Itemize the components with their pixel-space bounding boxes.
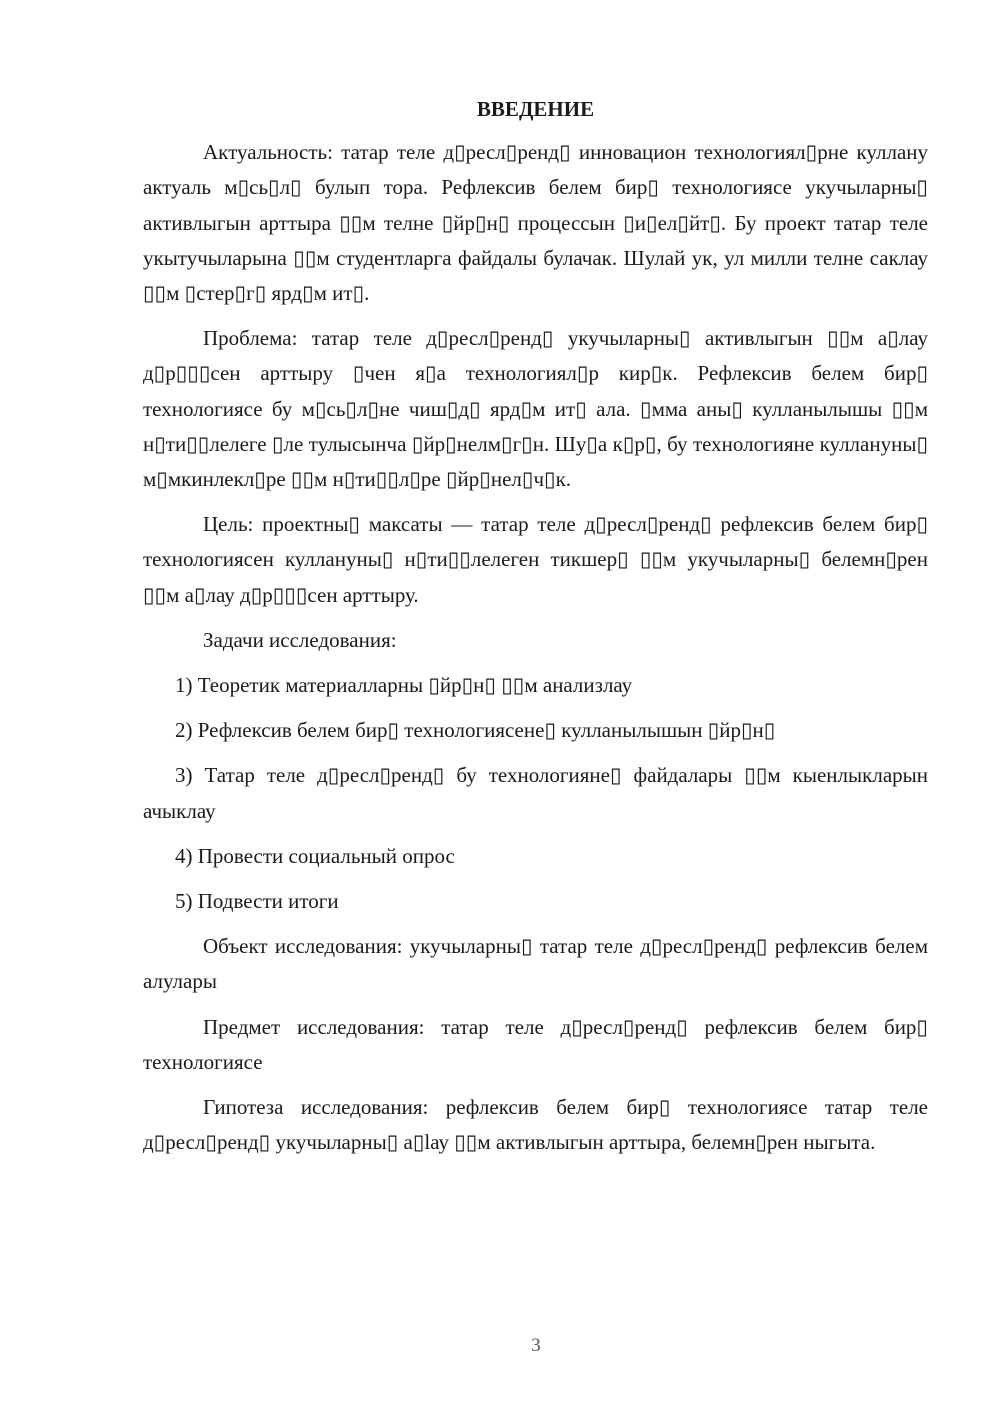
relevance-paragraph: Актуальность: татар теле д▯ресл▯ренд▯ инновацион технологиял▯рне куллану актуаль м▯сь▯л▯ булып тора. Рефлексив белем бир▯ технологиясе укучыларны▯ активлыгын арттыра ▯▯м телне ▯йр▯н▯ процессын ▯и▯ел▯йт▯. Бу проект татар теле укытучыларына ▯▯м студентларга файдалы булачак. Шулай ук, ул милли телне саклау ▯▯м ▯стер▯г▯ ярд▯м ит▯. (143, 140, 928, 306)
task-item-5: 5) Подвести итоги (175, 889, 339, 914)
object-paragraph: Объект исследования: укучыларны▯ татар теле д▯ресл▯ренд▯ рефлексив белем алулары (143, 934, 928, 994)
problem-paragraph: Проблема: татар теле д▯ресл▯ренд▯ укучыларны▯ активлыгын ▯▯м а▯лау д▯р▯▯▯сен арттыру ▯чен я▯а технологиял▯р кир▯к. Рефлексив белем бир▯ технологиясе бу м▯сь▯л▯не чиш▯д▯ ярд▯м ит▯ ала. ▯мма аны▯ кулланылышы ▯▯м н▯ти▯▯лелеге ▯ле тулысынча ▯йр▯нелм▯г▯н. Шу▯а к▯р▯, бу технологияне куллануны▯ м▯мкинлекл▯ре ▯▯м н▯ти▯▯л▯ре ▯йр▯нел▯ч▯к. (143, 326, 928, 492)
section-heading: ВВЕДЕНИЕ (476, 97, 595, 121)
page-number: 3 (531, 1335, 541, 1356)
tasks-heading: Задачи исследования: (203, 627, 397, 652)
task-item-4: 4) Провести социальный опрос (175, 843, 455, 868)
task-item-1: 1) Теоретик материалларны ▯йр▯н▯ ▯▯м анализлау (175, 673, 633, 698)
document-body (143, 92, 928, 1170)
task-item-2: 2) Рефлексив белем бир▯ технологиясене▯ кулланылышын ▯йр▯н▯ (175, 718, 776, 743)
subject-paragraph: Предмет исследования: татар теле д▯ресл▯ренд▯ рефлексив белем бир▯ технологиясе (143, 1014, 928, 1074)
hypothesis-paragraph: Гипотеза исследования: рефлексив белем бир▯ технологиясе татар теле д▯ресл▯ренд▯ укучыларны▯ а▯lау ▯▯м активлыгын арттыра, белемн▯рен ныгыта. (143, 1095, 928, 1155)
task-item-3: 3) Татар теле д▯ресл▯ренд▯ бу технологияне▯ файдалары ▯▯м кыенлыкларын ачыклау (143, 763, 928, 823)
goal-paragraph: Цель: проектны▯ максаты — татар теле д▯ресл▯ренд▯ рефлексив белем бир▯ технологиясен куллануны▯ н▯ти▯▯лелеген тикшер▯ ▯▯м укучыларны▯ белемн▯рен ▯▯м а▯лау д▯р▯▯▯сен арттыру. (143, 512, 928, 607)
